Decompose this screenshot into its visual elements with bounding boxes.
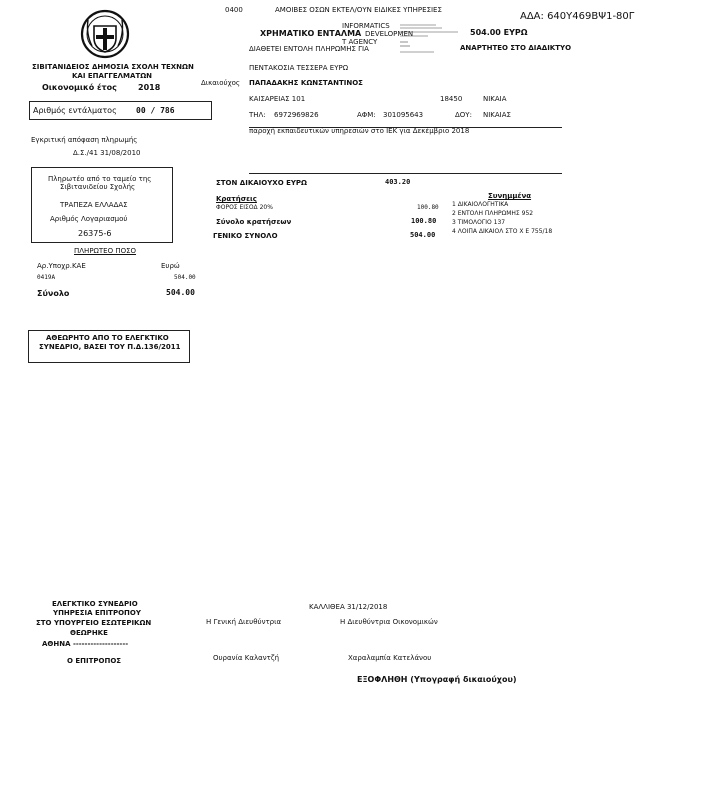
net-label: ΣΤΟΝ ΔΙΚΑΙΟΥΧΟ ΕΥΡΩ bbox=[216, 179, 308, 187]
doy-office: ΝΙΚΑΙΑΣ bbox=[483, 111, 511, 119]
afm-number: 301095643 bbox=[383, 111, 424, 119]
header-amount: 504.00 ΕΥΡΩ bbox=[470, 28, 528, 37]
watermark-agency: T AGENCY bbox=[342, 38, 378, 46]
warrant-number-box bbox=[29, 101, 212, 120]
payable-amount-heading: ΠΛΗΡΩΤΕΟ ΠΟΣΟ bbox=[74, 247, 137, 255]
attachment-item: 3 ΤΙΜΟΛΟΓΙΟ 137 bbox=[452, 219, 506, 226]
org-name-line1: ΣΙΒΙΤΑΝΙΔΕΙΟΣ ΔΗΜΟΣΙΑ ΣΧΟΛΗ ΤΕΧΝΩΝ bbox=[32, 63, 194, 71]
discharge-signature: ΕΞΟΦΛΗΘΗ (Υπογραφή δικαιούχου) bbox=[357, 675, 517, 684]
ada-code: ΑΔΑ: 640Υ469ΒΨ1-80Γ bbox=[520, 11, 635, 22]
place-date: ΚΑΛΛΙΘΕΑ 31/12/2018 bbox=[309, 603, 388, 611]
payer-line2: Σιβιτανιδείου Σχολής bbox=[60, 183, 136, 191]
payer-line1: Πληρωτέο από το ταμείο της bbox=[48, 175, 152, 183]
document-title: ΧΡΗΜΑΤΙΚΟ ΕΝΤΑΛΜΑ bbox=[260, 29, 362, 38]
kae-amount: 504.00 bbox=[174, 274, 196, 281]
fiscal-year: 2018 bbox=[138, 83, 161, 92]
general-director-name: Ουρανία Καλαντζή bbox=[213, 654, 280, 662]
net-amount: 403.20 bbox=[385, 178, 411, 186]
audit-notice-line1: ΑΘΕΩΡΗΤΟ ΑΠΟ ΤΟ ΕΛΕΓΚΤΙΚΟ bbox=[46, 334, 169, 342]
deductions-total: 100.80 bbox=[411, 217, 437, 225]
payable-total-label: Σύνολο bbox=[37, 289, 70, 298]
grand-total: 504.00 bbox=[410, 231, 436, 239]
attachment-item: 4 ΛΟΙΠΑ ΔΙΚΑΙΟΛ ΣΤΟ Χ Ε 755/18 bbox=[452, 228, 553, 235]
approval-label: Εγκριτική απόφαση πληρωμής bbox=[31, 136, 138, 144]
watermark-development: DEVELOPMEN bbox=[365, 30, 414, 38]
attachments-heading: Συνημμένα bbox=[488, 192, 532, 200]
account-number: 26375-6 bbox=[78, 229, 112, 238]
attachment-item: 1 ΔΙΚΑΙΟΛΟΓΗΤΙΚΑ bbox=[452, 201, 509, 208]
warrant-number: 00 / 786 bbox=[136, 106, 175, 115]
payment-order-line: ΔΙΑΘΕΤΕΙ ΕΝΤΟΛΗ ΠΛΗΡΩΜΗΣ ΓΙΑ bbox=[249, 45, 369, 53]
warrant-number-label: Αριθμός εντάλματος bbox=[33, 106, 117, 115]
audit-notice-box bbox=[28, 330, 190, 363]
col-kae-header: Αρ.Υποχρ.ΚΑΕ bbox=[37, 262, 86, 270]
general-director-title: Η Γενική Διευθύντρια bbox=[206, 618, 282, 626]
deductions-total-label: Σύνολο κρατήσεων bbox=[216, 218, 292, 226]
service-description: ΑΜΟΙΒΕΣ ΟΣΩΝ ΕΚΤΕΛ/ΟΥΝ ΕΙΔΙΚΕΣ ΥΠΗΡΕΣΙΕΣ bbox=[275, 6, 442, 14]
payee-name: ΠΑΠΑΔΑΚΗΣ ΚΩΝΣΤΑΝΤΙΝΟΣ bbox=[249, 79, 363, 87]
grand-total-label: ΓΕΝΙΚΟ ΣΥΝΟΛΟ bbox=[213, 232, 278, 240]
watermark-informatics: INFORMATICS bbox=[342, 22, 390, 30]
financial-director-name: Χαραλαμπία Κατελάνου bbox=[348, 654, 432, 662]
payee-city: ΝΙΚΑΙΑ bbox=[483, 95, 507, 103]
athens-line: ΑΘΗΝΑ ------------------- bbox=[42, 640, 129, 648]
kae-code: 0419A bbox=[37, 274, 56, 281]
bank-name: ΤΡΑΠΕΖΑ ΕΛΛΑΔΑΣ bbox=[60, 201, 128, 209]
court-line1: ΕΛΕΓΚΤΙΚΟ ΣΥΝΕΔΡΙΟ bbox=[52, 600, 138, 608]
description-divider bbox=[249, 173, 562, 174]
phone-number: 6972969826 bbox=[274, 111, 319, 119]
account-label: Αριθμός Λογαριασμού bbox=[50, 215, 128, 223]
amount-in-words: ΠΕΝΤΑΚΟΣΙΑ ΤΕΣΣΕΡΑ ΕΥΡΩ bbox=[249, 64, 349, 72]
commissioner: Ο ΕΠΙΤΡΟΠΟΣ bbox=[67, 657, 122, 665]
audit-notice-line2: ΣΥΝΕΔΡΙΟ, ΒΑΣΕΙ ΤΟΥ Π.Δ.136/2011 bbox=[39, 343, 181, 351]
service-code: 0400 bbox=[225, 6, 243, 14]
payer-box bbox=[31, 167, 173, 243]
payable-total: 504.00 bbox=[166, 288, 195, 297]
court-line4: ΘΕΩΡΗΚΕ bbox=[70, 629, 108, 637]
tax-label: ΦΟΡΟΣ ΕΙΣΟΔ 20% bbox=[216, 204, 273, 211]
court-line2: ΥΠΗΡΕΣΙΑ ΕΠΙΤΡΟΠΟΥ bbox=[53, 609, 141, 617]
payee-postcode: 18450 bbox=[440, 95, 463, 103]
beneficiary-label: Δικαιούχος bbox=[201, 79, 241, 87]
col-euro-header: Ευρώ bbox=[161, 262, 180, 270]
afm-label: ΑΦΜ: bbox=[357, 111, 376, 119]
deductions-heading: Κρατήσεις bbox=[216, 195, 257, 203]
greek-emblem-logo bbox=[80, 6, 130, 62]
org-name-line2: ΚΑΙ ΕΠΑΓΓΕΛΜΑΤΩΝ bbox=[72, 72, 153, 80]
payment-description: παροχή εκπαιδευτικών υπηρεσιών στο ΙΕΚ για Δεκέμβριο 2018 bbox=[249, 127, 470, 135]
financial-director-title: Η Διευθύντρια Οικονομικών bbox=[340, 618, 438, 626]
phone-label: ΤΗΛ: bbox=[249, 111, 266, 119]
doy-label: ΔΟΥ: bbox=[455, 111, 472, 119]
approval-decision: Δ.Σ./41 31/08/2010 bbox=[73, 149, 141, 157]
watermark-scribble bbox=[398, 22, 468, 56]
payee-address: ΚΑΙΣΑΡΕΙΑΣ 101 bbox=[249, 95, 306, 103]
attachment-item: 2 ΕΝΤΟΛΗ ΠΛΗΡΩΜΗΣ 952 bbox=[452, 210, 534, 217]
tax-amount: 100.80 bbox=[417, 204, 439, 211]
court-line3: ΣΤΟ ΥΠΟΥΡΓΕΙΟ ΕΣΩΤΕΡΙΚΩΝ bbox=[36, 619, 152, 627]
fiscal-year-label: Οικονομικό έτος bbox=[42, 83, 117, 92]
posted-online: ΑΝΑΡΤΗΤΕΟ ΣΤΟ ΔΙΑΔΙΚΤΥΟ bbox=[460, 44, 572, 52]
